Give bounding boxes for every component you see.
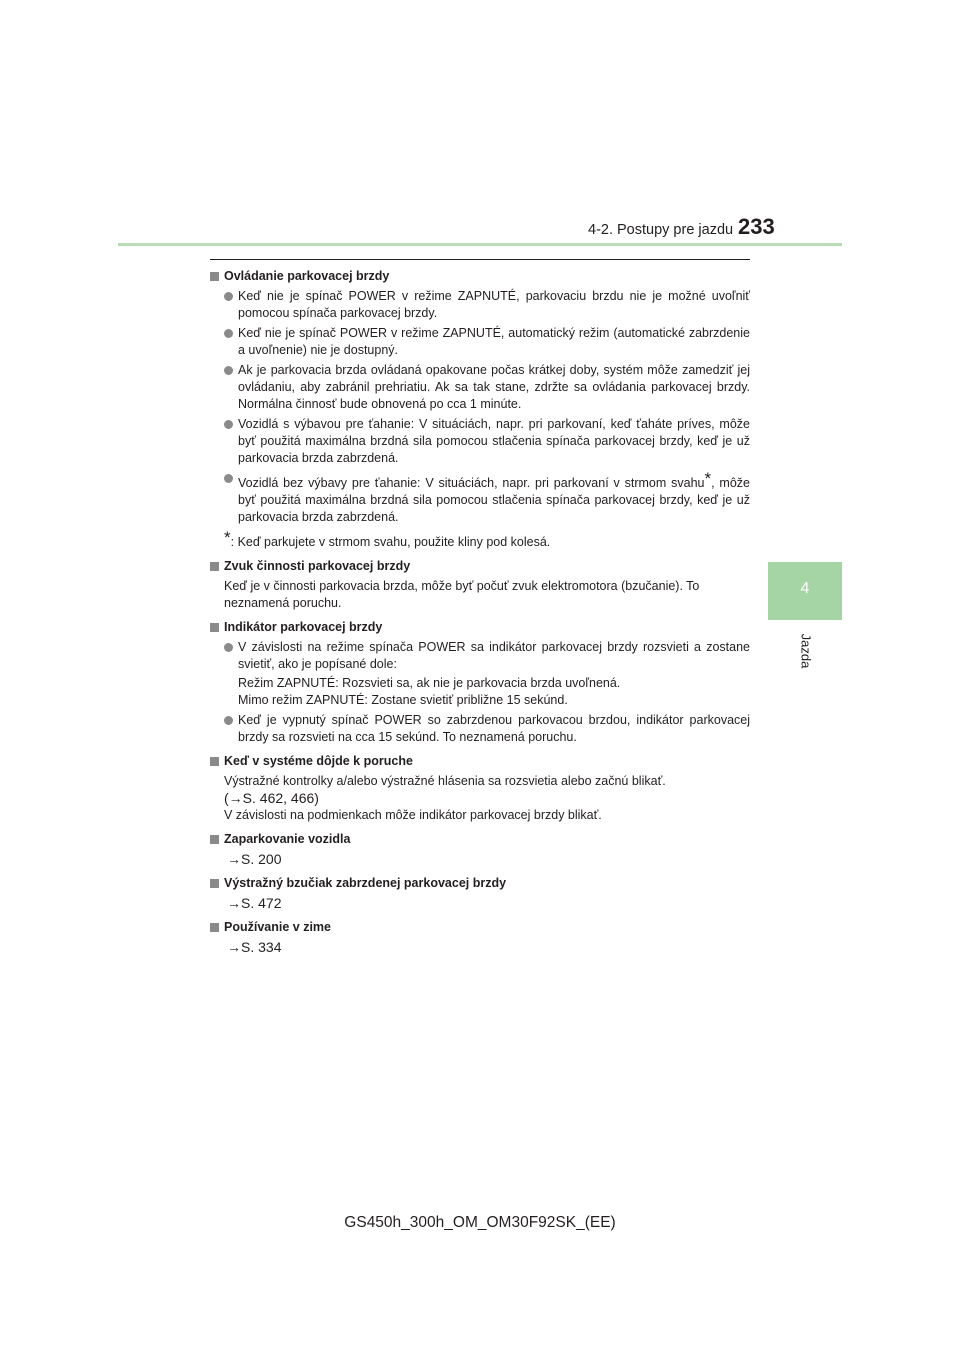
- header-rule: [118, 243, 842, 246]
- round-bullet-icon: [224, 329, 233, 338]
- round-bullet-icon: [224, 292, 233, 301]
- footnote-marker: *: [224, 528, 231, 547]
- section-heading: [210, 831, 750, 848]
- square-bullet-icon: [210, 757, 219, 766]
- section-heading: [210, 558, 750, 575]
- footnote-marker: *: [704, 469, 712, 488]
- bullet-text: Vozidlá bez výbavy pre ťahanie: V situáciách, napr. pri parkovaní v strmom svahu: [238, 476, 705, 490]
- bullet-text: Keď je vypnutý spínač POWER so zabrzdenou parkovacou brzdou, indikátor parkovacej brzdy sa rozsvieti na cca 15 sekúnd. To neznamená poruchu.: [238, 713, 750, 744]
- document-code-footer: GS450h_300h_OM_OM30F92SK_(EE): [344, 1214, 616, 1231]
- square-bullet-icon: [210, 923, 219, 932]
- heading-text: Zaparkovanie vozidla: [224, 832, 351, 846]
- bullet-text: Ak je parkovacia brzda ovládaná opakovane počas krátkej doby, systém môže zamedziť jej ovládaniu, aby zabránil prehriatiu. Ak sa tak stane, zdržte sa ovládania parkovacej brzdy. Normálna činnosť bude obnovená po cca 1 minúte.: [238, 363, 750, 411]
- paragraph: [210, 773, 750, 824]
- page-reference: →S. 334: [227, 939, 282, 955]
- chapter-number: 4: [800, 580, 810, 597]
- round-bullet-icon: [224, 474, 233, 483]
- page-reference: (→S. 462, 466): [224, 790, 319, 806]
- bullet-item: [210, 470, 750, 526]
- heading-text: Používanie v zime: [224, 920, 331, 934]
- bullet-text: , môže byť použitá maximálna brzdná sila pomocou stlačenia spínača parkovacej brzdy, keď je už parkovacia brzda zabrzdená.: [238, 476, 750, 524]
- section-heading: [210, 875, 750, 892]
- heading-text: Ovládanie parkovacej brzdy: [224, 269, 390, 283]
- chapter-label-text: Jazda: [798, 633, 814, 669]
- footnote: [210, 529, 750, 551]
- paragraph-line: V závislosti na podmienkach môže indikátor parkovacej brzdy blikať.: [224, 808, 602, 822]
- square-bullet-icon: [210, 879, 219, 888]
- bullet-item: [210, 362, 750, 413]
- square-bullet-icon: [210, 623, 219, 632]
- bullet-item: [210, 325, 750, 359]
- bullet-item: [210, 288, 750, 322]
- chapter-label: [786, 628, 826, 674]
- section-title: 4-2. Postupy pre jazdu: [588, 222, 734, 238]
- heading-text: Keď v systéme dôjde k poruche: [224, 754, 413, 768]
- bullet-item: [210, 712, 750, 746]
- page-number: 233: [738, 214, 775, 239]
- mode-line: Režim ZAPNUTÉ: Rozsvieti sa, ak nie je parkovacia brzda uvoľnená.: [238, 676, 621, 690]
- page-reference: →S. 200: [227, 851, 282, 867]
- bullet-text: Keď nie je spínač POWER v režime ZAPNUTÉ, automatický režim (automatické zabrzdenie a uvoľnenie) nie je dostupný.: [238, 326, 750, 357]
- footnote-text: : Keď parkujete v strmom svahu, použite kliny pod kolesá.: [230, 535, 551, 549]
- paragraph-line: Výstražné kontrolky a/alebo výstražné hlásenia sa rozsvietia alebo začnú blikať.: [224, 774, 666, 788]
- bullet-text: Vozidlá s výbavou pre ťahanie: V situáciách, napr. pri parkovaní, keď ťaháte príves, môže byť použitá maximálna brzdná sila pomocou stlačenia spínača parkovacej brzdy, keď je už parkovacia brzda zabrzdená.: [238, 417, 750, 465]
- paragraph: Keď je v činnosti parkovacia brzda, môže byť počuť zvuk elektromotora (bzučanie). To neznamená poruchu.: [224, 579, 700, 610]
- section-heading: [210, 919, 750, 936]
- heading-text: Zvuk činnosti parkovacej brzdy: [224, 559, 411, 573]
- mode-line: Mimo režim ZAPNUTÉ: Zostane svietiť približne 15 sekúnd.: [238, 693, 568, 707]
- bullet-item: [210, 416, 750, 467]
- section-heading: [210, 753, 750, 770]
- round-bullet-icon: [224, 366, 233, 375]
- round-bullet-icon: [224, 420, 233, 429]
- chapter-tab: [768, 562, 842, 620]
- bullet-item: [210, 639, 750, 673]
- bullet-text: V závislosti na režime spínača POWER sa indikátor parkovacej brzdy rozsvieti a zostane svietiť, ako je popísané dole:: [238, 640, 750, 671]
- page-content: [210, 268, 750, 956]
- round-bullet-icon: [224, 643, 233, 652]
- section-heading: [210, 268, 750, 285]
- heading-text: Indikátor parkovacej brzdy: [224, 620, 383, 634]
- paragraph: [210, 675, 750, 709]
- square-bullet-icon: [210, 835, 219, 844]
- page-reference: →S. 472: [227, 895, 282, 911]
- heading-text: Výstražný bzučiak zabrzdenej parkovacej brzdy: [224, 876, 507, 890]
- section-heading: [210, 619, 750, 636]
- square-bullet-icon: [210, 562, 219, 571]
- bullet-text: Keď nie je spínač POWER v režime ZAPNUTÉ, parkovaciu brzdu nie je možné uvoľniť pomocou spínača parkovacej brzdy.: [238, 289, 750, 320]
- content-rule: [210, 259, 750, 260]
- round-bullet-icon: [224, 716, 233, 725]
- square-bullet-icon: [210, 272, 219, 281]
